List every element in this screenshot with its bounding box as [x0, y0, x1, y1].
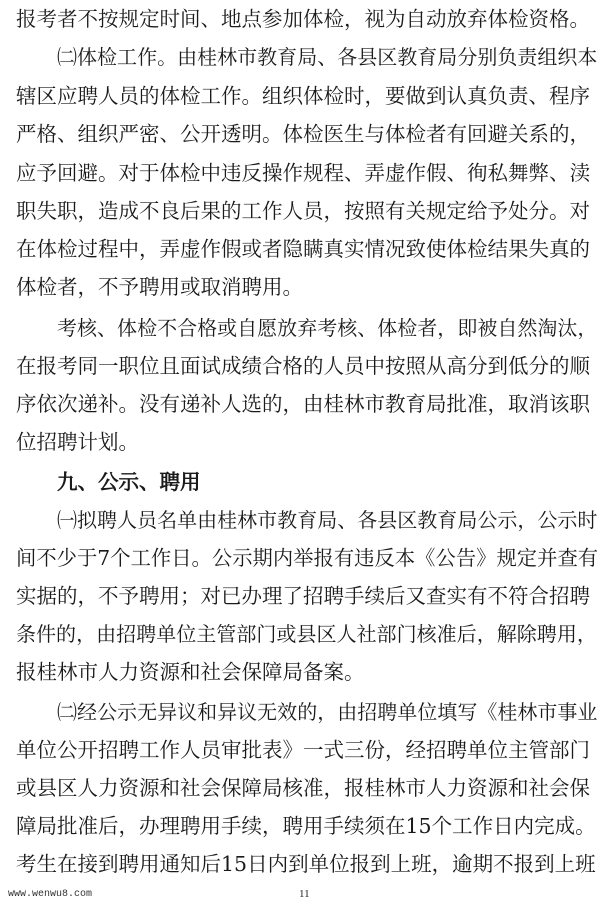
body-line: 应予回避。对于体检中违反操作规程、弄虚作假、徇私舞弊、渎: [16, 161, 590, 185]
body-line: 间不少于7个工作日。公示期内举报有违反本《公告》规定并查有: [16, 546, 599, 570]
body-line: 障局批准后，办理聘用手续，聘用手续须在15个工作日内完成。: [16, 814, 596, 838]
body-line: 考生在接到聘用通知后15日内到单位报到上班，逾期不报到上班: [16, 852, 596, 876]
body-line: 条件的，由招聘单位主管部门或县区人社部门核准后，解除聘用，: [16, 622, 597, 646]
body-line: 严格、组织严密、公开透明。体检医生与体检者有回避关系的，: [16, 122, 590, 146]
page-number: 11: [299, 888, 310, 900]
site-watermark: www.wenwu8.com: [8, 889, 93, 900]
body-line: 序依次递补。没有递补人选的，由桂林市教育局批准，取消该职: [16, 392, 590, 416]
body-line: 单位公开招聘工作人员审批表》一式三份，经招聘单位主管部门: [16, 738, 590, 762]
body-line: 报考者不按规定时间、地点参加体检，视为自动放弃体检资格。: [16, 7, 590, 31]
body-line: 辖区应聘人员的体检工作。组织体检时，要做到认真负责、程序: [16, 84, 590, 108]
body-line: ㈡经公示无异议和异议无效的，由招聘单位填写《桂林市事业: [57, 700, 598, 724]
body-line: 在报考同一职位且面试成绩合格的人员中按照从高分到低分的顺: [16, 354, 590, 378]
body-line: 报桂林市人力资源和社会保障局备案。: [16, 660, 365, 684]
body-line: 实据的，不予聘用；对已办理了招聘手续后又查实有不符合招聘: [16, 584, 590, 608]
body-line: 考核、体检不合格或自愿放弃考核、体检者，即被自然淘汰，: [57, 316, 598, 340]
body-line: 体检者，不予聘用或取消聘用。: [16, 275, 303, 299]
body-line: 职失职，造成不良后果的工作人员，按照有关规定给予处分。对: [16, 199, 590, 223]
body-line: 位招聘计划。: [16, 430, 139, 454]
section-heading: 九、公示、聘用: [57, 470, 201, 494]
body-line: 或县区人力资源和社会保障局核准，报桂林市人力资源和社会保: [16, 776, 590, 800]
body-line: ㈡体检工作。由桂林市教育局、各县区教育局分别负责组织本: [57, 45, 598, 69]
body-line: 在体检过程中，弄虚作假或者隐瞒真实情况致使体检结果失真的: [16, 237, 590, 261]
body-line: ㈠拟聘人员名单由桂林市教育局、各县区教育局公示，公示时: [57, 508, 598, 532]
